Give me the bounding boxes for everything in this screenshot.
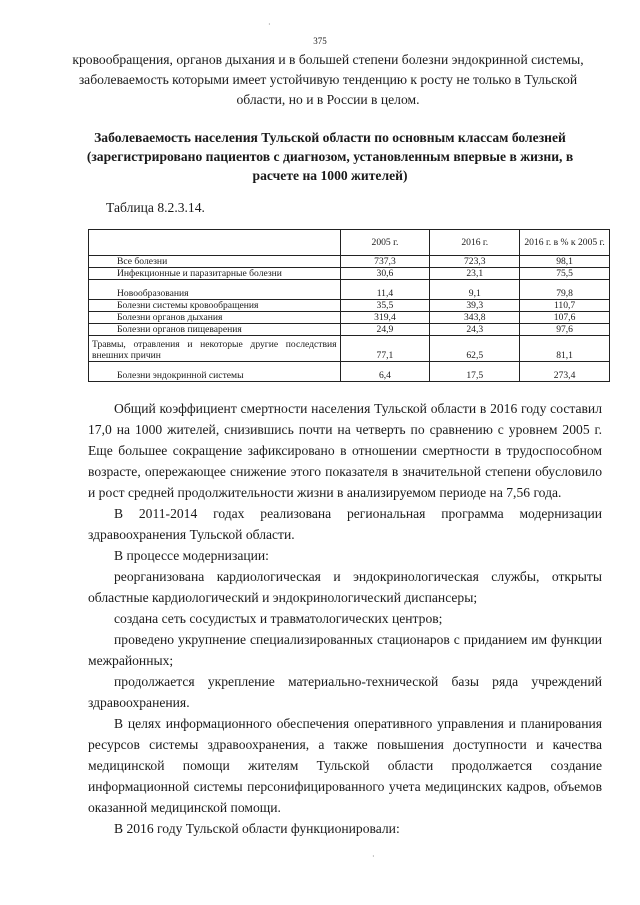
row-value-percent: 79,8 [520, 280, 610, 300]
row-value-2016: 62,5 [430, 336, 520, 362]
header-cell-2016: 2016 г. [430, 230, 520, 256]
table-row [89, 324, 610, 336]
page-number: 375 [313, 36, 327, 46]
morbidity-table [88, 229, 610, 382]
row-value-percent: 75,5 [520, 268, 610, 280]
table-row [89, 336, 610, 362]
row-value-2016: 343,8 [430, 312, 520, 324]
table-caption: Таблица 8.2.3.14. [106, 200, 205, 215]
paragraph-information-system: В целях информационного обеспечения оперативного управления и планирования ресурсов системы здравоохранения, а также повышения доступности и качества медицинской помощи жителям Тульской области продолжается создание информационной системы персонифицированного учета медицинских кадров, объемов оказанной медицинской помощи. [88, 716, 602, 815]
intro-paragraph: кровообращения, органов дыхания и в большей степени болезни эндокринной системы, заболеваемость которыми имеет устойчивую тенденцию к росту не только в Тульской области, но и в России в целом. [72, 52, 584, 107]
row-name: Все болезни [89, 256, 341, 268]
paragraph-material-base: продолжается укрепление материально-технической базы ряда учреждений здравоохранения. [88, 674, 602, 710]
row-name: Болезни органов пищеварения [89, 324, 341, 336]
row-name: Болезни эндокринной системы [89, 362, 341, 382]
paragraph-2016-functioning: В 2016 году Тульской области функционировали: [114, 821, 400, 836]
table-row [89, 300, 610, 312]
row-value-2005: 6,4 [340, 362, 430, 382]
paragraph-modernization-program: В 2011-2014 годах реализована региональная программа модернизации здравоохранения Тульской области. [88, 506, 602, 542]
scan-mark-bottom: · [372, 852, 375, 861]
row-value-2005: 319,4 [340, 312, 430, 324]
paragraph-modernization-intro: В процессе модернизации: [114, 548, 269, 563]
paragraph-vascular-centers: создана сеть сосудистых и травматологических центров; [114, 611, 443, 626]
header-cell-percent: 2016 г. в % к 2005 г. [520, 230, 610, 256]
row-value-2016: 23,1 [430, 268, 520, 280]
row-value-percent: 107,6 [520, 312, 610, 324]
row-value-2005: 77,1 [340, 336, 430, 362]
row-value-2016: 17,5 [430, 362, 520, 382]
row-name: Новообразования [89, 280, 341, 300]
paragraph-mortality: Общий коэффициент смертности населения Тульской области в 2016 году составил 17,0 на 1000 жителей, снизившись почти на четверть по сравнению с уровнем 2005 г. Еще большее сокращение зафиксировано в отношении смертности в трудоспособном возрасте, опережающее снижение этого показателя в значительной степени обусловило и рост средней продолжительности жизни в анализируемом периоде на 7,56 года. [88, 401, 602, 500]
paragraph-hospital-merge: проведено укрупнение специализированных стационаров с приданием им функции межрайонных; [88, 632, 602, 668]
header-cell-2005: 2005 г. [340, 230, 430, 256]
header-cell-name [89, 230, 341, 256]
table-row [89, 280, 610, 300]
scan-mark-top: · [268, 20, 271, 29]
row-value-percent: 110,7 [520, 300, 610, 312]
row-value-2016: 9,1 [430, 280, 520, 300]
row-value-percent: 81,1 [520, 336, 610, 362]
row-value-2005: 24,9 [340, 324, 430, 336]
row-value-percent: 98,1 [520, 256, 610, 268]
row-name: Инфекционные и паразитарные болезни [89, 268, 341, 280]
body-text [88, 398, 602, 839]
table-header-row [89, 230, 610, 256]
row-value-2016: 24,3 [430, 324, 520, 336]
row-value-percent: 97,6 [520, 324, 610, 336]
row-name: Травмы, отравления и некоторые другие последствия внешних причин [89, 336, 341, 362]
row-value-2016: 723,3 [430, 256, 520, 268]
row-value-percent: 273,4 [520, 362, 610, 382]
paragraph-cardio-endo: реорганизована кардиологическая и эндокринологическая службы, открыты областные кардиологический и эндокринологический диспансеры; [88, 569, 602, 605]
row-value-2005: 30,6 [340, 268, 430, 280]
table-row [89, 312, 610, 324]
row-value-2005: 35,5 [340, 300, 430, 312]
row-value-2016: 39,3 [430, 300, 520, 312]
table-row [89, 256, 610, 268]
table-row [89, 362, 610, 382]
row-value-2005: 737,3 [340, 256, 430, 268]
table-row [89, 268, 610, 280]
row-name: Болезни системы кровообращения [89, 300, 341, 312]
row-name: Болезни органов дыхания [89, 312, 341, 324]
section-heading: Заболеваемость населения Тульской области по основным классам болезней (зарегистрировано пациентов с диагнозом, установленным впервые в жизни, в расчете на 1000 жителей) [86, 130, 574, 183]
row-value-2005: 11,4 [340, 280, 430, 300]
